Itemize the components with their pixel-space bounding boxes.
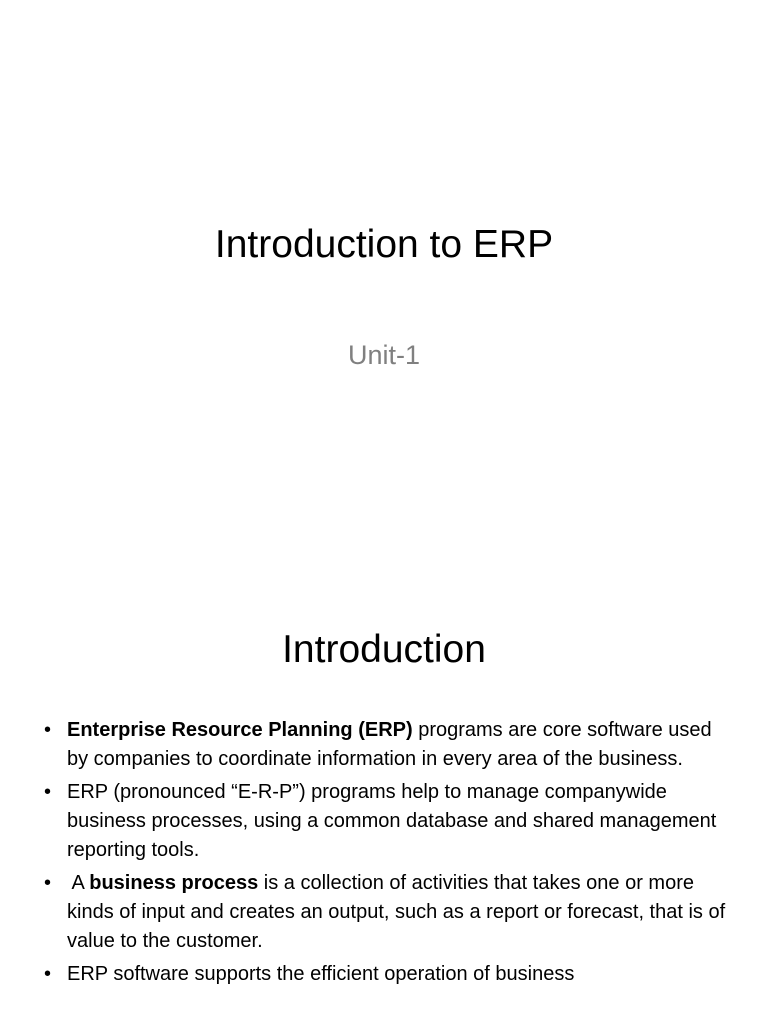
bullet-list (44, 716, 734, 993)
slide-subtitle: Unit-1 (347, 340, 421, 370)
bullet-text: programs are core software used by companies to coordinate information in every area of the business. (67, 719, 712, 770)
bullet-text: is a collection of activities that takes one or more kinds of input and creates an output, such as a report or forecast, that is of value to the customer. (67, 872, 726, 952)
bullet-icon: • (44, 781, 52, 803)
bullet-item (44, 778, 734, 865)
slide-title: Introduction to ERP (214, 223, 554, 266)
bullet-bold-text: business process (89, 872, 259, 894)
bullet-lead-text: A (67, 872, 90, 894)
bullet-item (44, 869, 734, 956)
bullet-icon: • (44, 719, 52, 741)
bullet-icon: • (44, 872, 52, 894)
bullet-bold-text: Enterprise Resource Planning (ERP) (67, 719, 413, 741)
bullet-text: ERP software supports the efficient operation of business (67, 963, 575, 985)
bullet-text: ERP (pronounced “E-R-P”) programs help to manage companywide business processes, using a common database and shared management reporting tools. (67, 781, 717, 861)
bullet-icon: • (44, 963, 52, 985)
content-slide (0, 576, 768, 1024)
bullet-item (44, 716, 734, 774)
bullet-item (44, 960, 734, 989)
content-slide-title: Introduction (282, 628, 486, 671)
